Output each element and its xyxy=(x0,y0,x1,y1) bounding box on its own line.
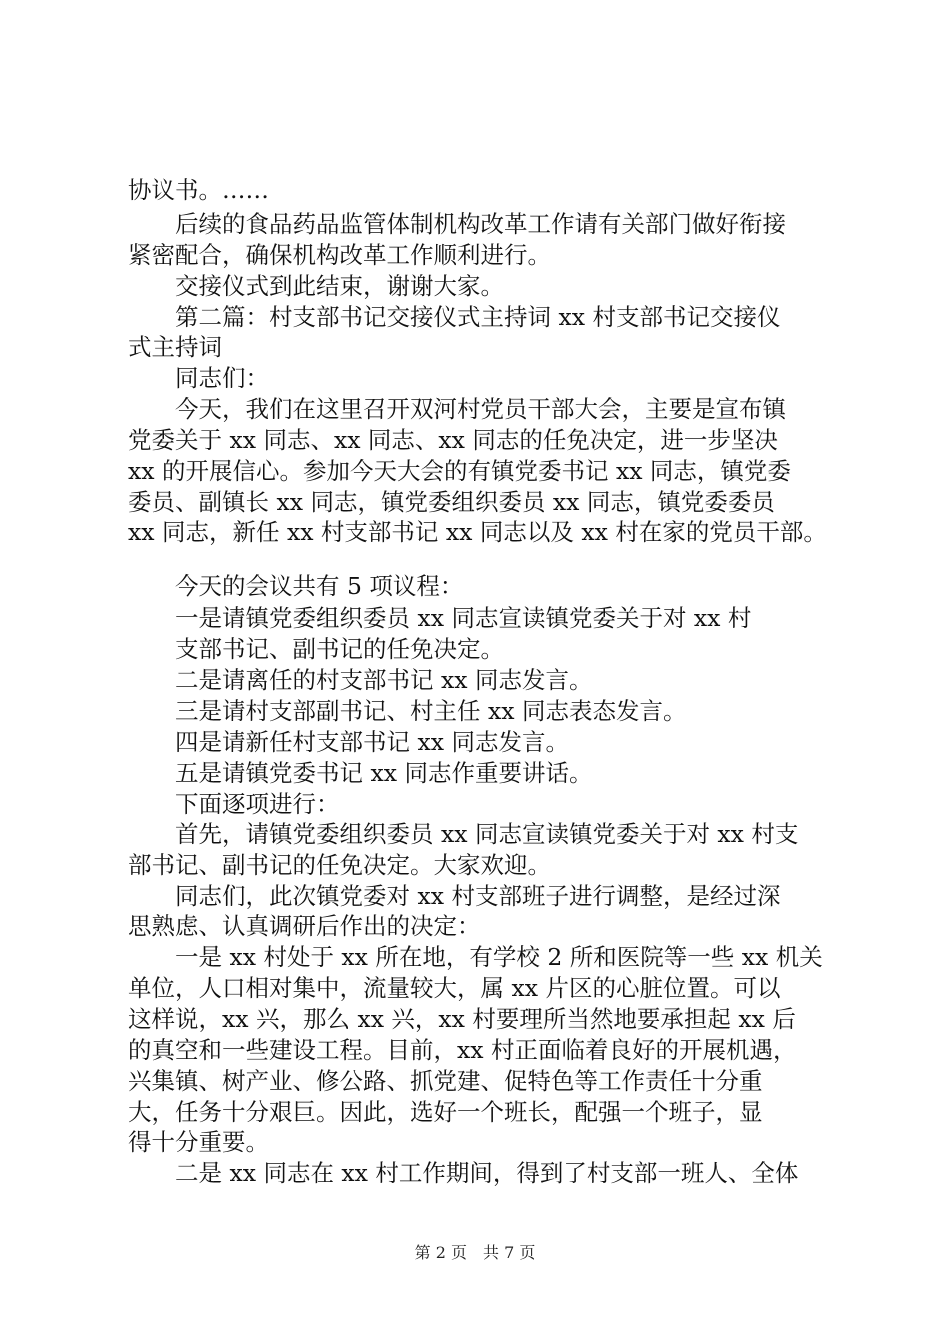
page-number-footer: 第 2 页 共 7 页 xyxy=(414,1243,536,1262)
text-line: 第二篇：村支部书记交接仪式主持词 xx 村支部书记交接仪 xyxy=(128,303,781,331)
text-line: 一是请镇党委组织委员 xx 同志宣读镇党委关于对 xx 村 xyxy=(128,604,752,632)
text-line: 首先，请镇党委组织委员 xx 同志宣读镇党委关于对 xx 村支 xyxy=(128,820,799,848)
text-line: 协议书。…… xyxy=(128,176,269,204)
text-line: 兴集镇、树产业、修公路、抓党建、促特色等工作责任十分重 xyxy=(128,1067,763,1095)
text-line: 得十分重要。 xyxy=(128,1128,269,1156)
text-line: xx 的开展信心。参加今天大会的有镇党委书记 xx 同志，镇党委 xyxy=(128,457,791,485)
text-line: 支部书记、副书记的任免决定。 xyxy=(128,635,504,663)
text-line: xx 同志，新任 xx 村支部书记 xx 同志以及 xx 村在家的党员干部。 xyxy=(128,518,827,546)
text-line: 单位，人口相对集中，流量较大，属 xx 片区的心脏位置。可以 xyxy=(128,974,781,1002)
text-line: 交接仪式到此结束，谢谢大家。 xyxy=(128,272,504,300)
text-line: 今天，我们在这里召开双河村党员干部大会，主要是宣布镇 xyxy=(128,395,786,423)
text-line: 下面逐项进行： xyxy=(128,790,340,818)
text-line: 同志们： xyxy=(128,364,269,392)
text-line: 大，任务十分艰巨。因此，选好一个班长，配强一个班子，显 xyxy=(128,1098,763,1126)
text-line: 二是请离任的村支部书记 xx 同志发言。 xyxy=(128,666,593,694)
text-line: 委员、副镇长 xx 同志，镇党委组织委员 xx 同志，镇党委委员 xyxy=(128,488,775,516)
text-line: 紧密配合，确保机构改革工作顺利进行。 xyxy=(128,241,551,269)
text-line: 三是请村支部副书记、村主任 xx 同志表态发言。 xyxy=(128,697,687,725)
text-line: 一是 xx 村处于 xx 所在地，有学校 2 所和医院等一些 xx 机关 xyxy=(128,943,823,971)
text-line: 这样说，xx 兴，那么 xx 兴，xx 村要理所当然地要承担起 xx 后 xyxy=(128,1005,796,1033)
text-line: 同志们，此次镇党委对 xx 村支部班子进行调整，是经过深 xyxy=(128,882,781,910)
text-line: 二是 xx 同志在 xx 村工作期间，得到了村支部一班人、全体 xyxy=(128,1159,799,1187)
text-line: 后续的食品药品监管体制机构改革工作请有关部门做好衔接 xyxy=(128,210,786,238)
text-line: 部书记、副书记的任免决定。大家欢迎。 xyxy=(128,851,551,879)
text-line: 五是请镇党委书记 xx 同志作重要讲话。 xyxy=(128,759,593,787)
text-line: 的真空和一些建设工程。目前，xx 村正面临着良好的开展机遇， xyxy=(128,1036,797,1064)
text-line: 思熟虑、认真调研后作出的决定： xyxy=(128,912,481,940)
text-line: 四是请新任村支部书记 xx 同志发言。 xyxy=(128,728,569,756)
text-line: 式主持词 xyxy=(128,333,222,361)
text-line: 今天的会议共有 5 项议程： xyxy=(128,572,464,600)
text-line: 党委关于 xx 同志、xx 同志、xx 同志的任免决定，进一步坚决 xyxy=(128,426,778,454)
